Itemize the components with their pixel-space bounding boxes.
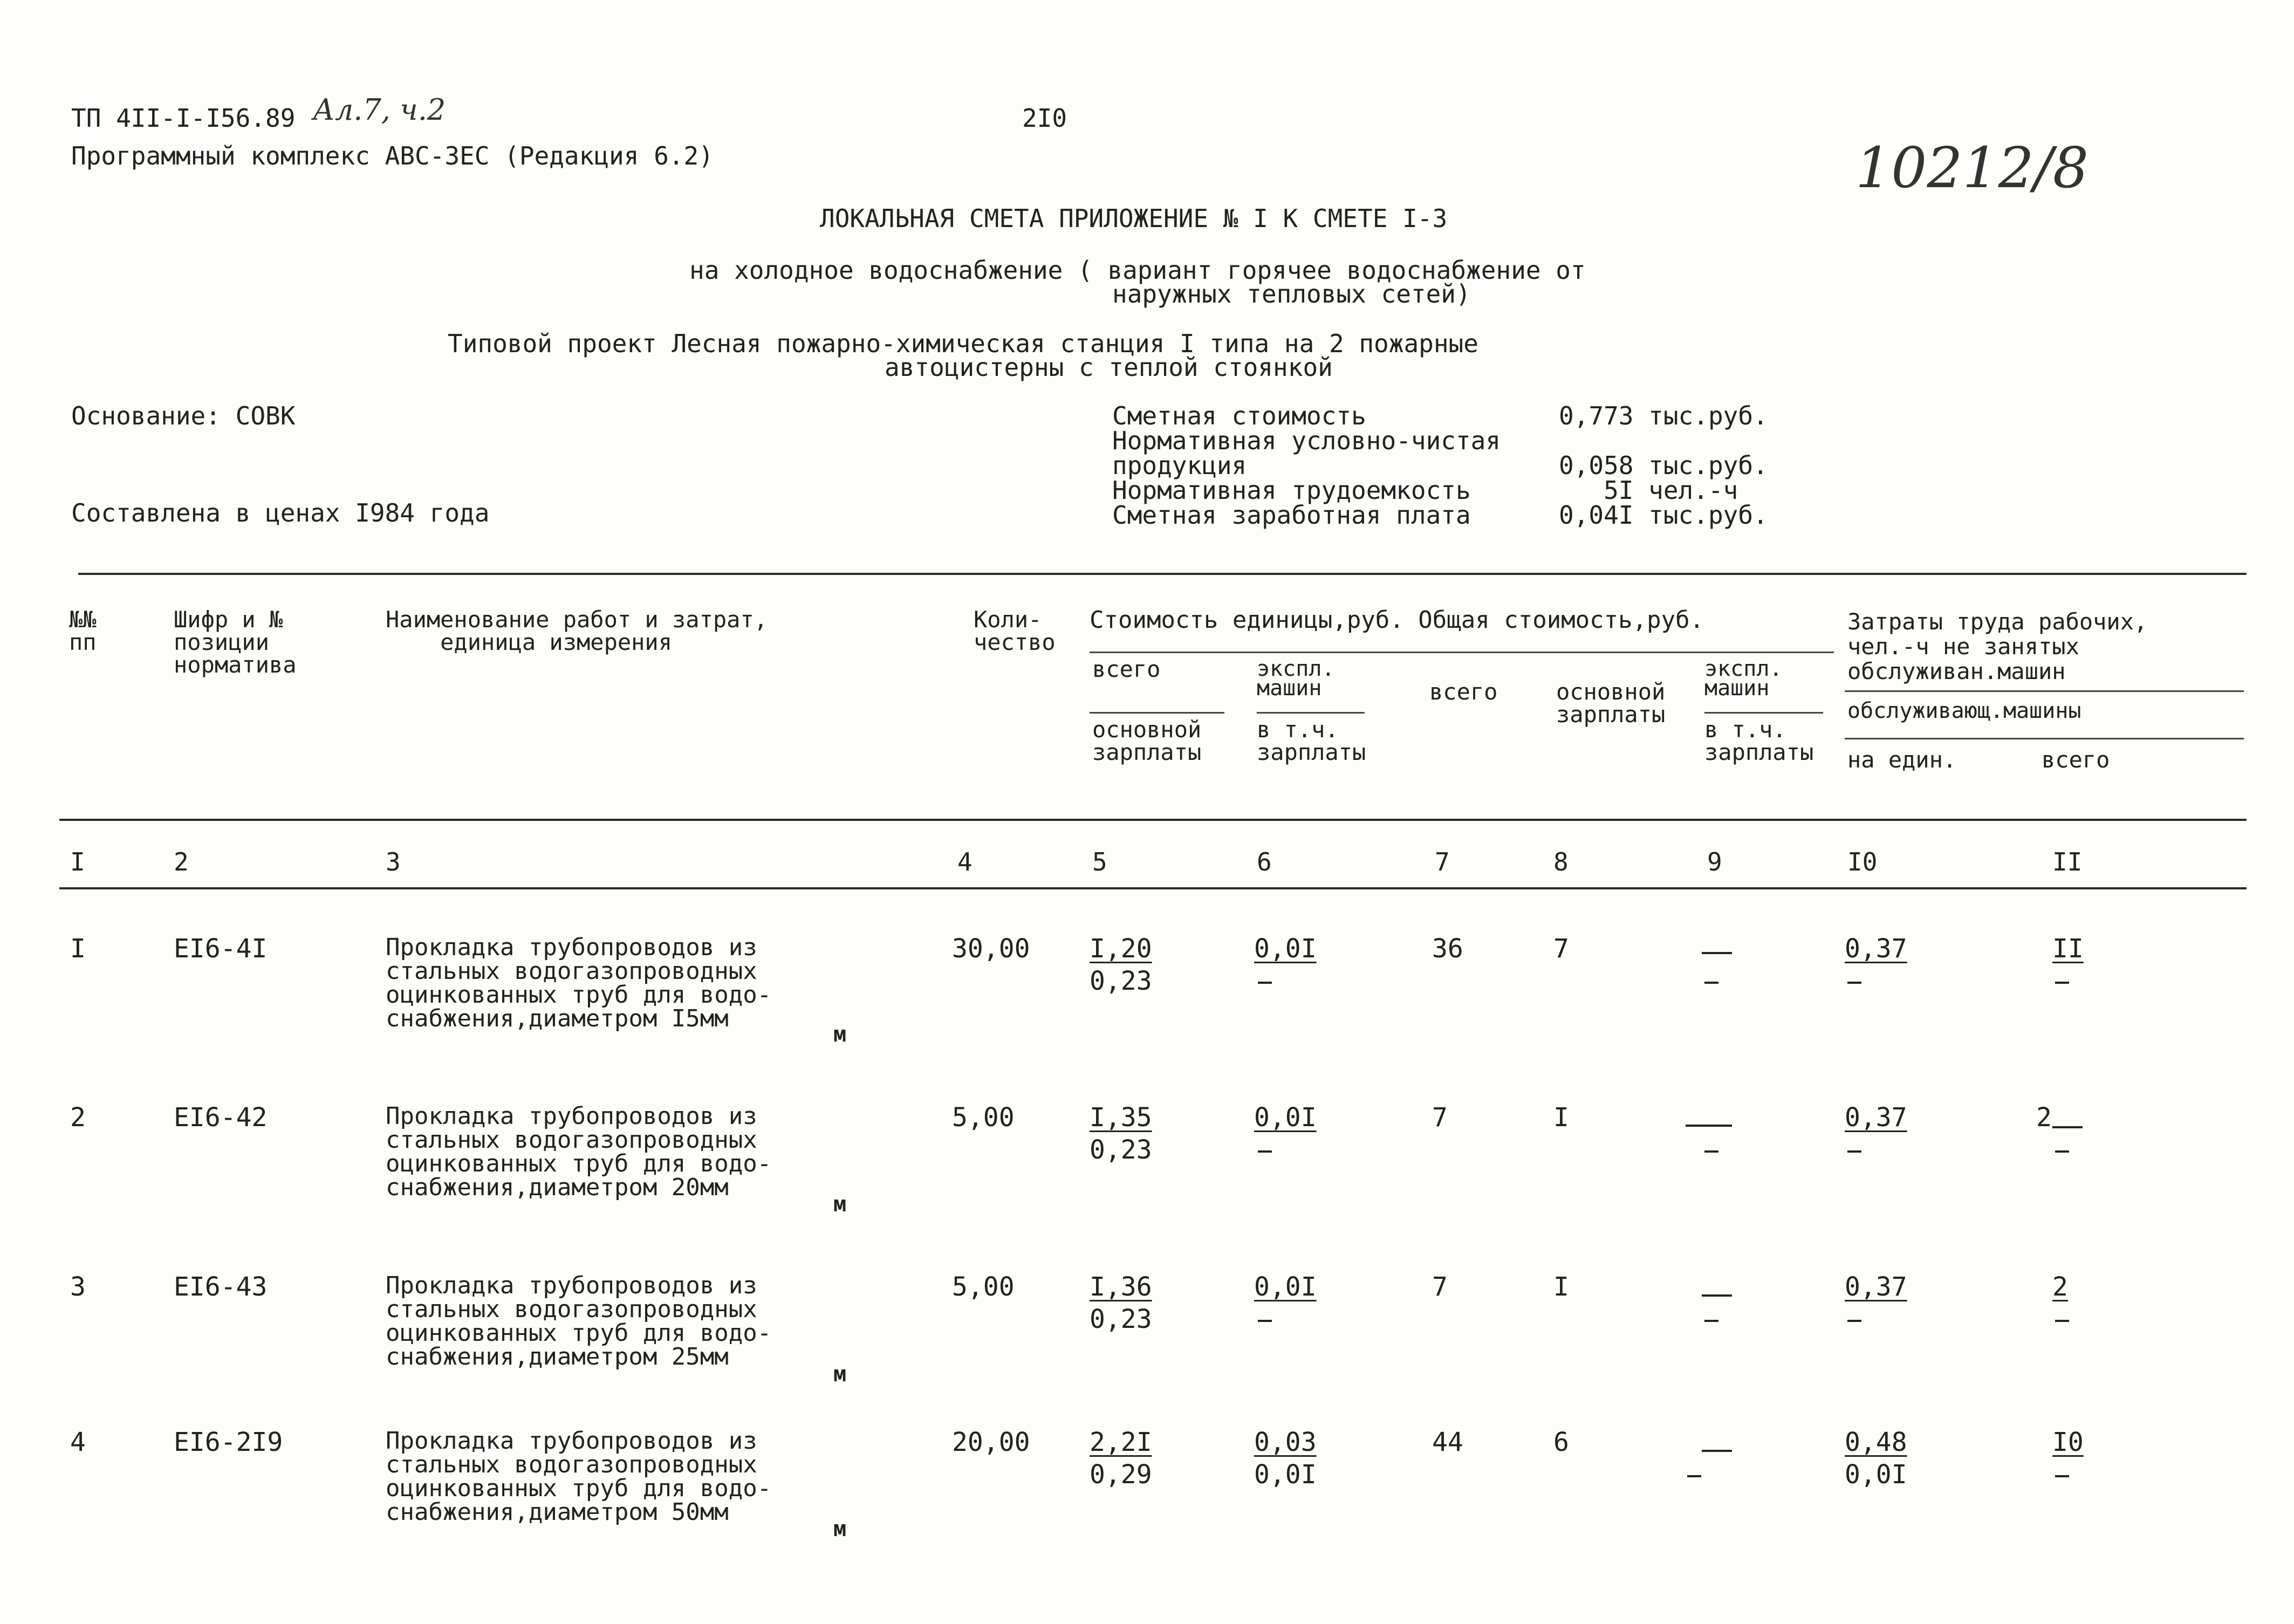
table-top-rule: [78, 573, 2247, 575]
header-total-machines: экспл. машин: [1704, 656, 1783, 701]
title-subject-line-2: наружных тепловых сетей): [1112, 279, 1471, 309]
row-labor-serving-dash: [1847, 1320, 1861, 1322]
row-machine-wage-dash: [1258, 982, 1272, 984]
row-number: 3: [70, 1272, 86, 1302]
row-total-wage: I: [1553, 1272, 1569, 1302]
header-cost-group: Стоимость единицы,руб. Общая стоимость,руб.: [1090, 606, 1704, 634]
row-machine-wage-dash: [1258, 1150, 1272, 1153]
row-labor-total-serving-dash: [2055, 1320, 2069, 1322]
row-machine-wage: 0,0I: [1254, 1459, 1317, 1490]
header-labor-total: всего: [2042, 746, 2110, 773]
column-number: II: [2052, 847, 2083, 876]
summary-values: 0,773 тыс.руб. 0,058 тыс.руб. 5I чел.-ч 0,04I тыс.руб.: [1559, 401, 1768, 530]
title-subject-line-1: на холодное водоснабжение ( вариант горячее водоснабжение от: [689, 256, 1586, 285]
row-unit: м: [833, 1362, 847, 1387]
row-total-wage: 6: [1553, 1427, 1569, 1457]
column-number: 8: [1553, 847, 1569, 876]
column-number: 7: [1435, 847, 1450, 876]
row-labor-total: 2: [2052, 1272, 2068, 1302]
total-mach-rule: [1704, 712, 1823, 714]
header-unit-machine-wage: в т.ч. зарплаты: [1257, 716, 1366, 765]
row-machine-cost: 0,0I: [1254, 934, 1317, 964]
row-machine-wage-dash: [1258, 1320, 1272, 1322]
title-project-line-1: Типовой проект Лесная пожарно-химическая станция I типа на 2 пожарные: [448, 329, 1478, 358]
program-name: Программный комплекс АВС-3ЕС (Редакция 6.2): [71, 141, 714, 170]
row-total-machines-dash: [1702, 1294, 1732, 1297]
summary-labels: Сметная стоимость Нормативная условно-чистая продукция Нормативная трудоемкость Сметная заработная плата: [1112, 401, 1501, 530]
row-unit-cost: I,20: [1090, 934, 1152, 964]
header-quantity: Коли- чество: [974, 606, 1056, 655]
column-number: 9: [1707, 847, 1722, 876]
column-number: I0: [1847, 847, 1878, 876]
row-work-name: Прокладка трубопроводов из стальных водогазопроводных оцинкованных труб для водо- снабжения,диаметром 25мм: [386, 1272, 772, 1371]
row-unit-wage: 0,23: [1090, 1135, 1152, 1165]
column-number: 4: [957, 847, 973, 876]
row-labor-total-underline: [2052, 1126, 2083, 1128]
row-code: EI6-4I: [174, 934, 268, 964]
header-row-number: №№ пп: [69, 606, 97, 655]
row-labor-per-unit: 0,37: [1845, 1272, 1907, 1302]
row-quantity: 5,00: [952, 1102, 1015, 1133]
column-number: 3: [386, 847, 401, 876]
row-unit-cost: I,36: [1090, 1272, 1152, 1302]
row-quantity: 5,00: [952, 1272, 1015, 1302]
row-total-machine-wage-dash: [1704, 1320, 1718, 1322]
row-work-name: Прокладка трубопроводов из стальных водогазопроводных оцинкованных труб для водо- снабжения,диаметром 50мм: [386, 1427, 772, 1526]
row-total-machine-wage-dash: [1687, 1475, 1701, 1477]
column-number: 2: [174, 847, 189, 876]
doc-code: ТП 4II-I-I56.89: [71, 104, 296, 133]
row-total: 36: [1432, 934, 1463, 964]
row-total: 7: [1432, 1272, 1448, 1302]
column-number: I: [70, 847, 85, 876]
header-code: Шифр и № позиции норматива: [174, 606, 297, 678]
header-unit-machines: экспл. машин: [1257, 656, 1335, 701]
row-labor-per-unit: 0,37: [1845, 1102, 1907, 1133]
unit-mach-rule: [1257, 712, 1365, 714]
row-machine-cost: 0,0I: [1254, 1102, 1317, 1133]
row-labor-total-serving-dash: [2055, 1150, 2069, 1153]
row-number: 2: [70, 1102, 86, 1133]
row-total-wage: 7: [1553, 934, 1569, 964]
row-code: EI6-2I9: [174, 1427, 283, 1457]
handwritten-reference: 10212/8: [1855, 135, 2089, 201]
row-number: 4: [70, 1427, 86, 1457]
row-total: 44: [1432, 1427, 1463, 1457]
header-labor-serving: обслуживающ.машины: [1847, 698, 2081, 723]
handwritten-album-note: Ал.7, ч.2: [313, 93, 446, 127]
row-labor-total: 2: [2036, 1102, 2052, 1133]
row-labor-total: I0: [2052, 1427, 2084, 1457]
column-number: 6: [1257, 847, 1272, 876]
row-unit: м: [833, 1022, 847, 1047]
row-labor-serving-dash: [1847, 1150, 1861, 1153]
row-number: I: [70, 934, 86, 964]
labor-rule-1: [1845, 690, 2244, 692]
row-unit: м: [833, 1192, 847, 1217]
header-unit-total: всего: [1092, 656, 1161, 682]
table-header-bottom-rule: [59, 819, 2247, 821]
labor-rule-2: [1845, 738, 2244, 739]
row-unit-cost: I,35: [1090, 1102, 1152, 1133]
header-work-name: Наименование работ и затрат, единица измерения: [386, 606, 768, 655]
basis-text: Основание: СОВК: [71, 401, 296, 430]
header-labor-group: Затраты труда рабочих, чел.-ч не занятых обслуживан.машин: [1847, 608, 2148, 684]
row-total-machines-dash: [1702, 952, 1732, 954]
row-labor-serving-dash: [1847, 982, 1861, 984]
row-machine-cost: 0,03: [1254, 1427, 1317, 1457]
row-unit-wage: 0,23: [1090, 1304, 1152, 1334]
document-title: ЛОКАЛЬНАЯ СМЕТА ПРИЛОЖЕНИЕ № I К СМЕТЕ I-3: [820, 204, 1448, 233]
row-work-name: Прокладка трубопроводов из стальных водогазопроводных оцинкованных труб для водо- снабжения,диаметром I5мм: [386, 934, 772, 1032]
header-total-machine-wage: в т.ч. зарплаты: [1704, 716, 1814, 765]
row-labor-serving: 0,0I: [1845, 1459, 1907, 1490]
row-labor-total: II: [2052, 934, 2084, 964]
row-unit: м: [833, 1517, 847, 1541]
row-labor-total-serving-dash: [2055, 1475, 2069, 1477]
row-labor-per-unit: 0,37: [1845, 934, 1907, 964]
row-total-machines-dash: [1686, 1125, 1732, 1127]
row-total-machines-dash: [1702, 1450, 1732, 1452]
row-machine-cost: 0,0I: [1254, 1272, 1317, 1302]
row-total-machine-wage-dash: [1704, 982, 1718, 984]
row-quantity: 20,00: [952, 1427, 1030, 1457]
header-unit-wage: основной зарплаты: [1092, 716, 1202, 765]
row-total-wage: I: [1553, 1102, 1569, 1133]
cost-group-rule: [1090, 652, 1834, 653]
row-work-name: Прокладка трубопроводов из стальных водогазопроводных оцинкованных труб для водо- снабжения,диаметром 20мм: [386, 1102, 772, 1201]
row-total-machine-wage-dash: [1704, 1150, 1718, 1153]
row-code: EI6-43: [174, 1272, 268, 1302]
title-project-line-2: автоцистерны с теплой стоянкой: [885, 353, 1333, 382]
prices-year-text: Составлена в ценах I984 года: [71, 498, 490, 527]
header-total-wage: основной зарплаты: [1556, 679, 1666, 728]
header-total-all: всего: [1429, 679, 1498, 705]
row-labor-total-serving-dash: [2055, 982, 2069, 984]
row-unit-wage: 0,29: [1090, 1459, 1152, 1490]
row-unit-wage: 0,23: [1090, 966, 1152, 996]
row-unit-cost: 2,2I: [1090, 1427, 1152, 1457]
row-labor-per-unit: 0,48: [1845, 1427, 1907, 1457]
row-total: 7: [1432, 1102, 1448, 1133]
column-numbers-rule: [59, 887, 2247, 889]
header-labor-per-unit: на един.: [1847, 746, 1957, 773]
column-number: 5: [1092, 847, 1107, 876]
page-number: 2I0: [1022, 104, 1067, 133]
row-code: EI6-42: [174, 1102, 268, 1133]
wage-subheader-rule: [1090, 712, 1224, 714]
row-quantity: 30,00: [952, 934, 1030, 964]
